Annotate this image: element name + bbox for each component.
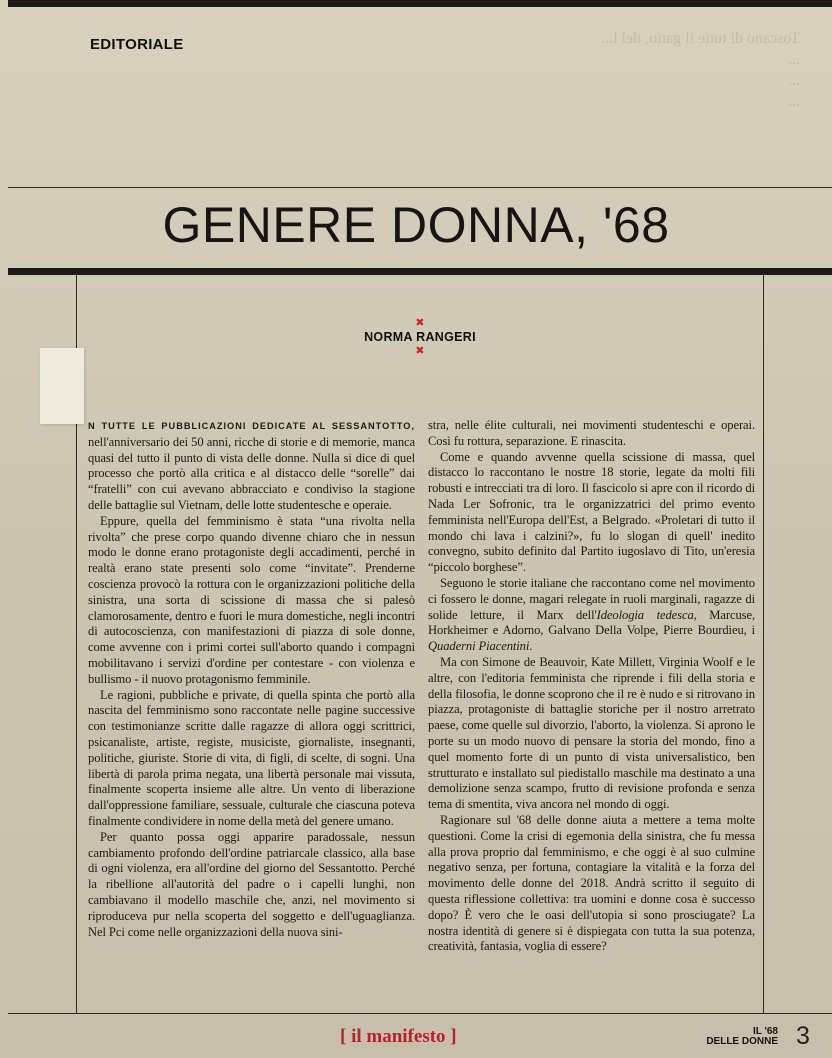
article-column-1 xyxy=(88,418,415,940)
byline-star-top: ✖ xyxy=(415,317,425,329)
headline: GENERE DONNA, '68 xyxy=(162,197,670,253)
paragraph: Come e quando avvenne quella scissione di massa, quel distacco lo raccontano le nostre 18 storie, legate da molti fili robusti e intrecciati tra di loro. Il fascicolo si apre con il ricordo di Nada Ler Sofronic, tra le organizzatrici del primo evento femminista nell'Europa dell'Est, a Belgrado. «Proletari di tutto il mondo chi lava i calzini?», fu lo slogan di quell' inedito convegno, subito definito dal Partito iugoslavo di Tito, un'eresia “piccolo borghese”. xyxy=(428,449,755,575)
paragraph: Eppure, quella del femminismo è stata “una rivolta nella rivolta” che prese corpo quando divenne chiaro che in nessun modo le donne erano protagoniste degli accadimenti, perché in realtà erano state presenti solo come “invitate”. Prenderne coscienza provocò la rottura con le organizzazioni politiche della sinistra, una sorta di scissione di massa che si palesò clamorosamente, dentro e fuori le mura domestiche, negli incontri di autocoscienza, con manifestazioni di piazza di sole donne, come avvenne con i primi cortei sull'aborto quando i compagni mobilitavano i servizi d'ordine per contestare - con violenza e bullismo - il nuovo protagonismo femminile. xyxy=(88,513,415,686)
lead-in-caps: N TUTTE LE PUBBLICAZIONI DEDICATE AL SESSANTOTTO, xyxy=(88,421,415,431)
magazine-title: Quaderni Piacentini xyxy=(428,639,530,654)
paragraph: N TUTTE LE PUBBLICAZIONI DEDICATE AL SESSANTOTTO, nell'anniversario dei 50 anni, ricche di storie e di memorie, manca quasi del tutto il punto di vista delle donne. Nulla si dice di quel processo che portò alla critica e al distacco delle “sorelle” dai “fratelli” con cui avevano abbracciato e condiviso la stagione delle battaglie sul Vietnam, delle lotte studentesche e operaie. xyxy=(88,421,415,512)
paragraph: Seguono le storie italiane che raccontano come nel movimento ci fossero le donne, magari relegate in ruoli marginali, ragazze di solide letture, il Marx dell'Ideologia tedesca, Marcuse, Horkheimer e Adorno, Galvano Della Volpe, Pierre Bourdieu, i Quaderni Piacentini. xyxy=(428,575,755,654)
drop-cap-box xyxy=(40,348,84,424)
page-number: 3 xyxy=(796,1022,810,1050)
bleed-through-text: Toscano di tutte il gatto, del l... ... ... ... xyxy=(601,30,800,110)
book-title: Ideologia tedesca xyxy=(596,607,694,622)
byline xyxy=(0,317,832,357)
article-column-2 xyxy=(428,418,755,955)
section-label: EDITORIALE xyxy=(90,36,184,53)
paragraph: Le ragioni, pubbliche e private, di quella spinta che portò alla nascita del femminismo sono raccontate nelle pagine successive con testimonianze scritte dalle ragazze di allora oggi scrittrici, psicanaliste, artiste, registe, musiciste, giornaliste, insegnanti, politiche, giuriste. Storie di vita, di figli, di scelte, di sogni. Una libertà di parola prima negata, una libertà personale mai vissuta, finalmente scoperta insieme alle altre. Un vento di liberazione dall'oppressione familiare, sessuale, culturale che ciascuna poteva finalmente condividere in nome della metà del genere umano. xyxy=(88,687,415,828)
footer-divider xyxy=(8,1013,832,1014)
publication-logo: [ il manifesto ] xyxy=(340,1026,457,1047)
header-divider xyxy=(8,187,832,188)
edition-title: IL '68 DELLE DONNE xyxy=(706,1026,778,1047)
paragraph: Ma con Simone de Beauvoir, Kate Millett, Virginia Woolf e le altre, con l'editoria femminista che riprende i fili della storia e della filosofia, le donne scoprono che il re è nudo e si ritrovano in piazza, protagoniste di battaglie storiche per il nostro arretrato paese, come quelle sul divorzio, l'aborto, la violenza. Si aprono le porte su un modo nuovo di pensare la storia del mondo, fino a quel momento forte di un punto di vista universalistico, ben strutturato e installato sul piedistallo maschile ma destinato a una demolizione senza scampo, frutto di revisione profonda e senza tema di smentita, viva ancora nel mondo di oggi. xyxy=(428,654,755,812)
paragraph: Ragionare sul '68 delle donne aiuta a mettere a tema molte questioni. Come la crisi di egemonia della sinistra, che fu messa alla prova proprio dal femminismo, e che oggi è al suo culmine negativo senza, per fortuna, contagiare la vitalità e la forza del movimento delle donne del 2018. Andrà scritto il seguito di questa riflessione collettiva: tra uomini e donne cosa è successo dopo? È vero che le oasi dell'utopia si sono prosciugate? La nostra identità di genere si è dispiegata con tutta la sua potenza, creatività, fantasia, voglia di essere? xyxy=(428,812,755,954)
top-rule xyxy=(8,0,832,7)
byline-star-bottom: ✖ xyxy=(415,345,425,357)
headline-divider xyxy=(8,268,832,275)
author-name: NORMA RANGERI xyxy=(364,330,476,344)
frame-right-rule xyxy=(763,275,764,1013)
paragraph: stra, nelle élite culturali, nei movimenti studenteschi e operai. Così fu rottura, separazione. E rinascita. xyxy=(428,418,755,448)
paragraph: Per quanto possa oggi apparire paradossale, nessun cambiamento profondo dell'ordine patriarcale classico, alla base di ogni violenza, era all'ordine del giorno del Sessantotto. Perché la ribellione all'autorità del padre o i capelli lunghi, non cambiavano il modello maschile che, anzi, nel movimento si riproduceva pur nella scoperta del soggetto e dell'uguaglianza. Nel Pci come nelle organizzazioni della nuova sini- xyxy=(88,829,415,939)
